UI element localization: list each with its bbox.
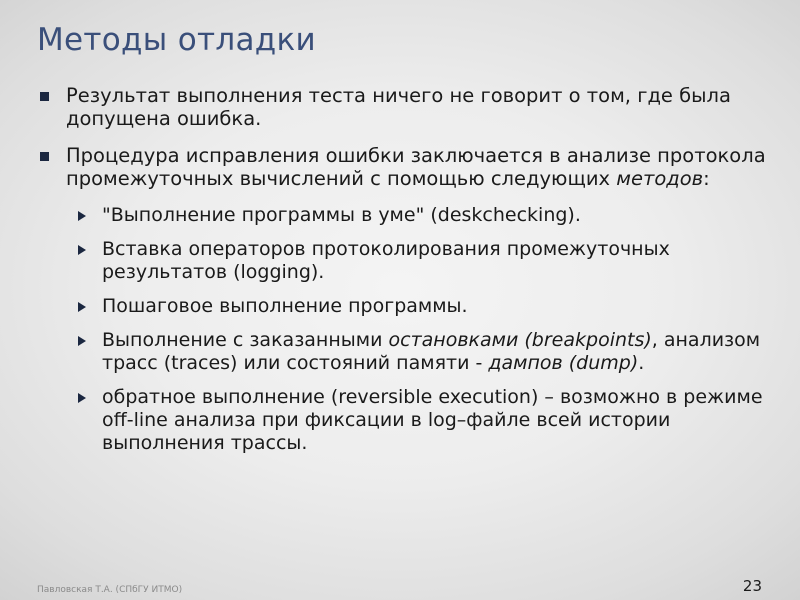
bullet-text: : (703, 167, 710, 190)
sub-bullet-text: Выполнение с заказанными (102, 329, 389, 351)
sub-bullet-item (66, 204, 782, 227)
square-bullet-icon (40, 92, 49, 101)
bullet-item (37, 84, 782, 130)
sub-bullet-item (66, 295, 782, 318)
sub-bullet-text: . (638, 352, 645, 374)
sub-bullet-text-emphasis: дампов (dump) (488, 352, 639, 374)
slide-content (37, 84, 782, 463)
sub-bullet-text: Пошаговое выполнение программы. (102, 295, 468, 317)
bullet-text-emphasis: методов (616, 167, 704, 190)
sub-bullet-text: , анализом трасс (traces) или состояний памяти - (102, 329, 761, 374)
sub-bullet-item (66, 329, 782, 375)
bullet-item (37, 144, 782, 190)
triangle-bullet-icon (78, 336, 86, 346)
sub-bullet-text: обратное выполнение (reversible execution) – возможно в режиме off-line анализа при фиксации в log–файле всей истории выполнения трассы. (102, 386, 763, 454)
sub-bullet-item (66, 386, 782, 455)
triangle-bullet-icon (78, 302, 86, 312)
sub-bullet-text: "Выполнение программы в уме" (deskchecking). (102, 204, 581, 226)
slide-title: Методы отладки (37, 22, 316, 58)
sub-bullet-list (37, 204, 782, 455)
triangle-bullet-icon (78, 211, 86, 221)
triangle-bullet-icon (78, 245, 86, 255)
sub-bullet-item (66, 238, 782, 284)
square-bullet-icon (40, 152, 49, 161)
sub-bullet-text-emphasis: остановками (breakpoints) (388, 329, 652, 351)
bullet-text: Процедура исправления ошибки заключается в анализе протокола промежуточных вычислений с помощью следующих (66, 144, 766, 190)
page-number: 23 (742, 577, 762, 595)
triangle-bullet-icon (78, 393, 86, 403)
footer-author: Павловская Т.А. (СПбГУ ИТМО) (37, 585, 183, 595)
bullet-text: Результат выполнения теста ничего не говорит о том, где была допущена ошибка. (66, 84, 731, 130)
sub-bullet-text: Вставка операторов протоколирования промежуточных результатов (logging). (102, 238, 670, 283)
